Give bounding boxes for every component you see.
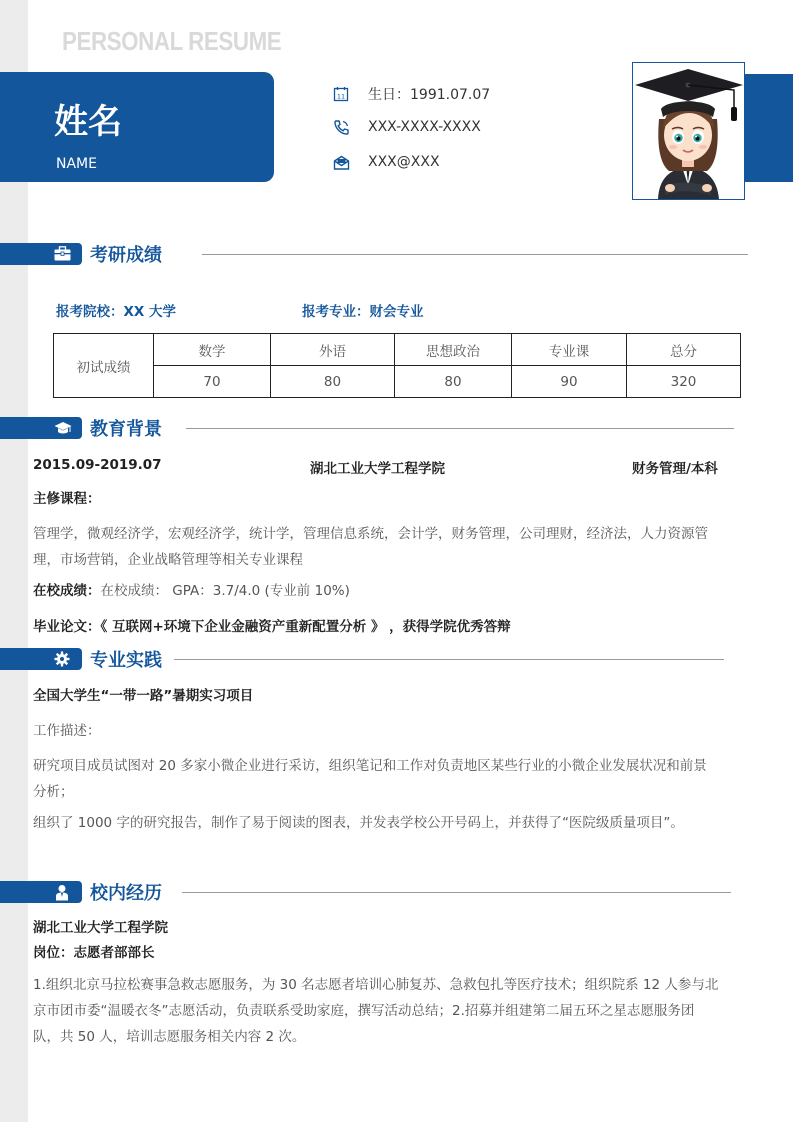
name-box [0, 72, 274, 182]
score-total: 320 [627, 366, 741, 398]
education-period: 2015.09-2019.07 [33, 457, 162, 473]
score-foreign-language: 80 [271, 366, 395, 398]
subject-politics: 思想政治 [395, 334, 512, 366]
subject-foreign-language: 外语 [271, 334, 395, 366]
campus-school: 湖北工业大学工程学院 [33, 920, 168, 936]
score-row-label: 初试成绩 [54, 334, 154, 398]
practice-desc-1 [33, 753, 773, 805]
courses-line-2: 理，市场营销，企业战略管理等相关专业课程 [33, 552, 303, 568]
practice-desc-1-line-1: 研究项目成员试图对 20 多家小微企业进行采访，组织笔记和工作对负责地区某些行业的小微企业发展状况和前景 [33, 758, 707, 774]
subject-math: 数学 [154, 334, 271, 366]
exam-school: 报考院校：XX 大学 [56, 304, 177, 320]
email-text: XXX@XXX [368, 154, 440, 170]
practice-desc-2: 组织了 1000 字的研究报告，制作了易于阅读的图表，并发表学校公开号码上，并获得了“医院级质量项目”。 [33, 815, 684, 831]
person-icon [54, 884, 71, 900]
score-major-course: 90 [512, 366, 627, 398]
phone-icon [332, 118, 350, 136]
svg-text:11: 11 [336, 92, 346, 101]
campus-description [33, 972, 778, 1050]
phone-text: XXX-XXXX-XXXX [368, 119, 481, 135]
practice-desc-1-line-2: 分析； [33, 784, 74, 800]
section-bar [0, 881, 82, 903]
score-math: 70 [154, 366, 271, 398]
avatar [632, 62, 745, 200]
section-campus-header [0, 878, 793, 908]
section-bar [0, 648, 82, 670]
campus-position: 岗位：志愿者部部长 [33, 945, 155, 961]
briefcase-icon [54, 246, 71, 262]
education-degree: 财务管理/本科 [632, 461, 718, 477]
email-row [332, 153, 440, 171]
section-divider [186, 428, 734, 429]
page-top-title: PERSONAL RESUME [62, 26, 282, 56]
campus-desc-line-1: 1.组织北京马拉松赛事急救志愿服务，为 30 名志愿者培训心肺复苏、急救包扎等医疗技术；组织院系 12 人参与北 [33, 977, 719, 993]
name-english: NAME [56, 156, 97, 172]
phone-row [332, 118, 481, 136]
gear-icon [54, 651, 71, 667]
subject-major-course: 专业课 [512, 334, 627, 366]
grades-row [33, 578, 350, 604]
practice-desc-label: 工作描述： [33, 723, 101, 739]
section-bar [0, 417, 82, 439]
section-title-exam: 考研成绩 [90, 245, 162, 266]
calendar-icon [332, 85, 350, 103]
right-accent-band [745, 74, 793, 182]
section-title-practice: 专业实践 [90, 650, 162, 671]
campus-desc-line-3: 队，共 50 人，培训志愿服务相关内容 2 次。 [33, 1029, 306, 1045]
mail-icon [332, 153, 350, 171]
education-school: 湖北工业大学工程学院 [310, 461, 445, 477]
exam-score-table [53, 333, 741, 398]
section-divider [174, 659, 724, 660]
thesis-row [33, 614, 511, 640]
grades-value: 在校成绩： GPA：3.7/4.0 (专业前 10%) [100, 583, 350, 599]
section-divider [182, 892, 731, 893]
section-exam-header [0, 240, 793, 270]
section-bar [0, 243, 82, 265]
courses-text [33, 521, 773, 573]
thesis-label: 毕业论文： [33, 619, 101, 635]
exam-major: 报考专业：财会专业 [302, 304, 424, 320]
section-divider [202, 254, 748, 255]
section-education-header [0, 414, 793, 444]
campus-desc-line-2: 京市团市委“温暖衣冬”志愿活动，负责联系受助家庭，撰写活动总结；2.招募并组建第二届五环之星志愿服务团 [33, 1003, 695, 1019]
graduation-cap-icon [54, 420, 71, 436]
score-politics: 80 [395, 366, 512, 398]
birthday-row [332, 84, 490, 104]
section-title-education: 教育背景 [90, 419, 162, 440]
courses-label: 主修课程： [33, 491, 101, 507]
thesis-value: 《 互联网+环境下企业金融资产重新配置分析 》 ，获得学院优秀答辩 [100, 619, 511, 635]
name-chinese: 姓名 [54, 102, 122, 142]
courses-line-1: 管理学，微观经济学，宏观经济学，统计学，管理信息系统，会计学，财务管理，公司理财，经济法，人力资源管 [33, 526, 708, 542]
practice-project: 全国大学生“一带一路”暑期实习项目 [33, 688, 254, 704]
section-practice-header [0, 645, 793, 675]
birthday-text: 生日：1991.07.07 [368, 87, 491, 103]
grades-label: 在校成绩： [33, 583, 101, 599]
section-title-campus: 校内经历 [90, 883, 162, 904]
subject-total: 总分 [627, 334, 741, 366]
